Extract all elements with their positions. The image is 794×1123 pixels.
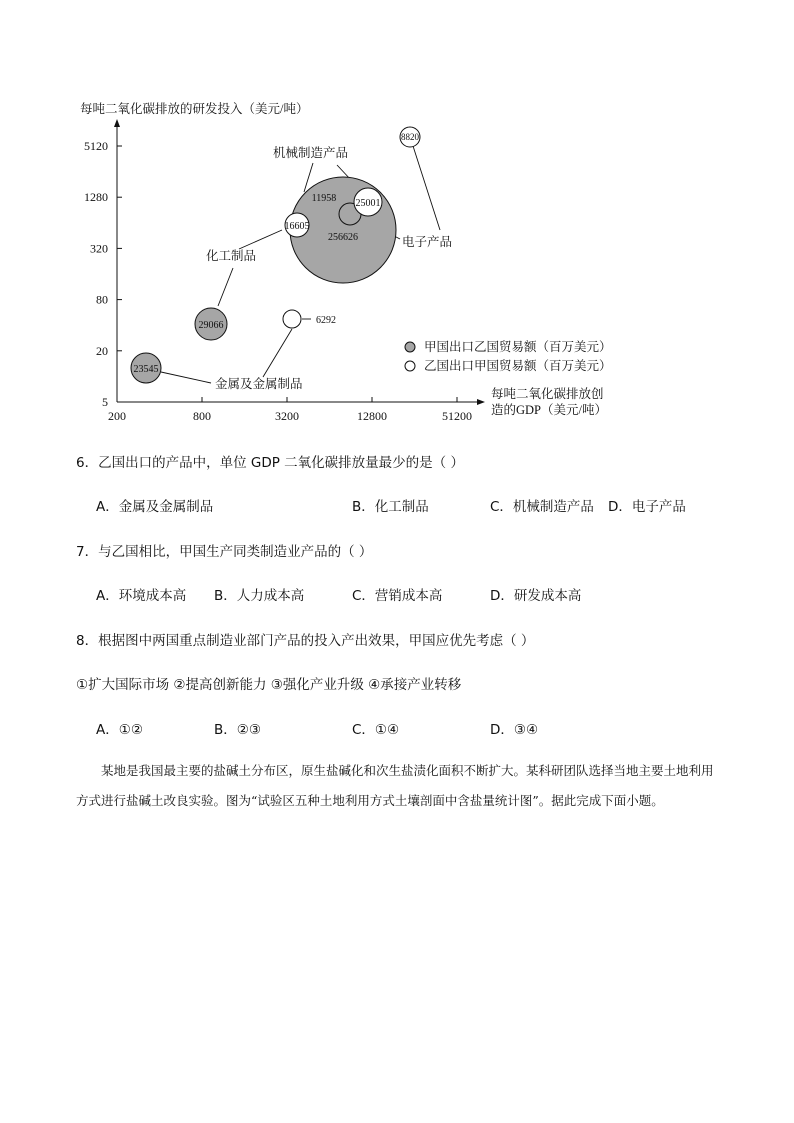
value-16605: 16605 — [284, 221, 310, 232]
bubble-metal-yi — [283, 310, 301, 328]
value-8820: 8820 — [401, 132, 419, 142]
question-6-option-c: C．机械制造产品 — [490, 499, 594, 515]
question-7-option-b: B．人力成本高 — [214, 588, 305, 604]
x-axis-title-line2: 造的GDP（美元/吨） — [491, 403, 607, 417]
question-6-option-b: B．化工制品 — [352, 499, 429, 515]
x-tick-label: 200 — [108, 409, 126, 423]
x-axis-title-line1: 每吨二氧化碳排放创 — [491, 387, 604, 401]
question-7-option-c: C．营销成本高 — [352, 588, 443, 604]
bubble-chart — [0, 0, 794, 430]
value-256626: 256626 — [328, 232, 358, 243]
y-tick-label: 5 — [102, 395, 108, 409]
value-29066: 29066 — [198, 320, 224, 331]
question-6-stem: 6．乙国出口的产品中，单位 GDP 二氧化碳排放量最少的是（ ） — [76, 455, 464, 471]
x-tick-label: 800 — [193, 409, 211, 423]
leader-chem-a — [239, 230, 282, 249]
leader-elec-a — [413, 146, 440, 230]
value-11958: 11958 — [311, 193, 337, 204]
legend-swatch-jia — [405, 342, 415, 352]
label-chem: 化工制品 — [206, 249, 257, 263]
x-tick-label: 12800 — [357, 409, 387, 423]
value-6292: 6292 — [316, 315, 336, 326]
y-tick-label: 5120 — [84, 139, 108, 153]
question-8-stem: 8．根据图中两国重点制造业部门产品的投入产出效果，甲国应优先考虑（ ） — [76, 633, 535, 649]
label-elec: 电子产品 — [402, 235, 453, 249]
legend-label-yi: 乙国出口甲国贸易额（百万美元） — [424, 359, 612, 373]
y-axis-arrow — [114, 119, 120, 127]
question-7-option-d: D．研发成本高 — [490, 588, 582, 604]
y-tick-label: 80 — [96, 292, 108, 307]
question-8-choices: ①扩大国际市场 ②提高创新能力 ③强化产业升级 ④承接产业转移 — [76, 677, 462, 693]
passage: 某地是我国最主要的盐碱土分布区，原生盐碱化和次生盐渍化面积不断扩大。某科研团队选择当地主要土地利用方式进行盐碱土改良实验。图为“试验区五种土地利用方式土壤剖面中含盐量统计图”。据此完成下面小题。 — [76, 763, 714, 808]
x-tick-label: 3200 — [275, 409, 299, 423]
question-7-stem: 7．与乙国相比，甲国生产同类制造业产品的（ ） — [76, 544, 373, 560]
question-6-option-d: D．电子产品 — [608, 499, 686, 515]
question-8-option-d: D．③④ — [490, 722, 539, 738]
leader-metal-b — [263, 329, 292, 377]
value-25001: 25001 — [355, 198, 381, 209]
x-tick-label: 51200 — [442, 409, 472, 423]
label-mech: 机械制造产品 — [273, 146, 349, 160]
value-23545: 23545 — [133, 364, 159, 375]
y-tick-label: 1280 — [84, 190, 108, 205]
question-8-option-b: B．②③ — [214, 722, 261, 738]
legend-label-jia: 甲国出口乙国贸易额（百万美元） — [424, 340, 612, 354]
question-7-option-a: A．环境成本高 — [96, 588, 187, 604]
legend-swatch-yi — [405, 361, 415, 371]
question-8-option-a: A．①② — [96, 722, 143, 738]
leader-chem-b — [218, 268, 233, 306]
y-tick-label: 20 — [96, 343, 108, 358]
question-8-option-c: C．①④ — [352, 722, 400, 738]
x-axis-arrow — [477, 399, 485, 405]
y-axis-title: 每吨二氧化碳排放的研发投入（美元/吨） — [80, 102, 309, 116]
y-tick-label: 320 — [90, 241, 108, 256]
question-6-option-a: A．金属及金属制品 — [96, 499, 214, 515]
label-metal: 金属及金属制品 — [215, 377, 303, 391]
leader-metal-a — [161, 372, 211, 383]
